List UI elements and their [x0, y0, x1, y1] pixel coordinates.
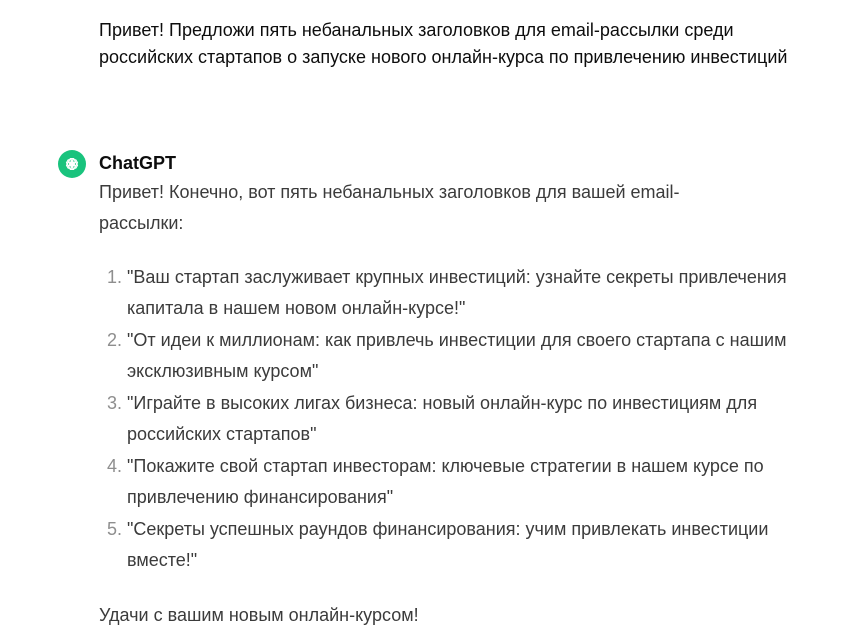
list-item: 1. "Ваш стартап заслуживает крупных инвестиций: узнайте секреты привлечения капитала в нашем новом онлайн-курсе!": [127, 262, 807, 324]
openai-logo-icon: [63, 155, 81, 173]
user-message: Привет! Предложи пять небанальных заголовков для email-рассылки среди российских стартапов о запуске нового онлайн-курса по привлечению инвестиций: [99, 20, 788, 67]
reply-outro: Удачи с вашим новым онлайн-курсом!: [99, 605, 419, 625]
reply-intro: Привет! Конечно, вот пять небанальных заголовков для вашей email-рассылки:: [99, 182, 680, 233]
list-item: 4. "Покажите свой стартап инвесторам: ключевые стратегии в нашем курсе по привлечению финансирования": [127, 451, 807, 513]
list-item: 3. "Играйте в высоких лигах бизнеса: новый онлайн-курс по инвестициям для российских стартапов": [127, 388, 807, 450]
assistant-reply: [99, 177, 819, 631]
assistant-name: ChatGPT: [99, 153, 177, 173]
list-item: 2. "От идеи к миллионам: как привлечь инвестиции для своего стартапа с нашим эксклюзивным курсом": [127, 325, 807, 387]
assistant-avatar: [58, 150, 86, 178]
headline-list: [99, 262, 807, 576]
list-item: 5. "Секреты успешных раундов финансирования: учим привлекать инвестиции вместе!": [127, 514, 807, 576]
